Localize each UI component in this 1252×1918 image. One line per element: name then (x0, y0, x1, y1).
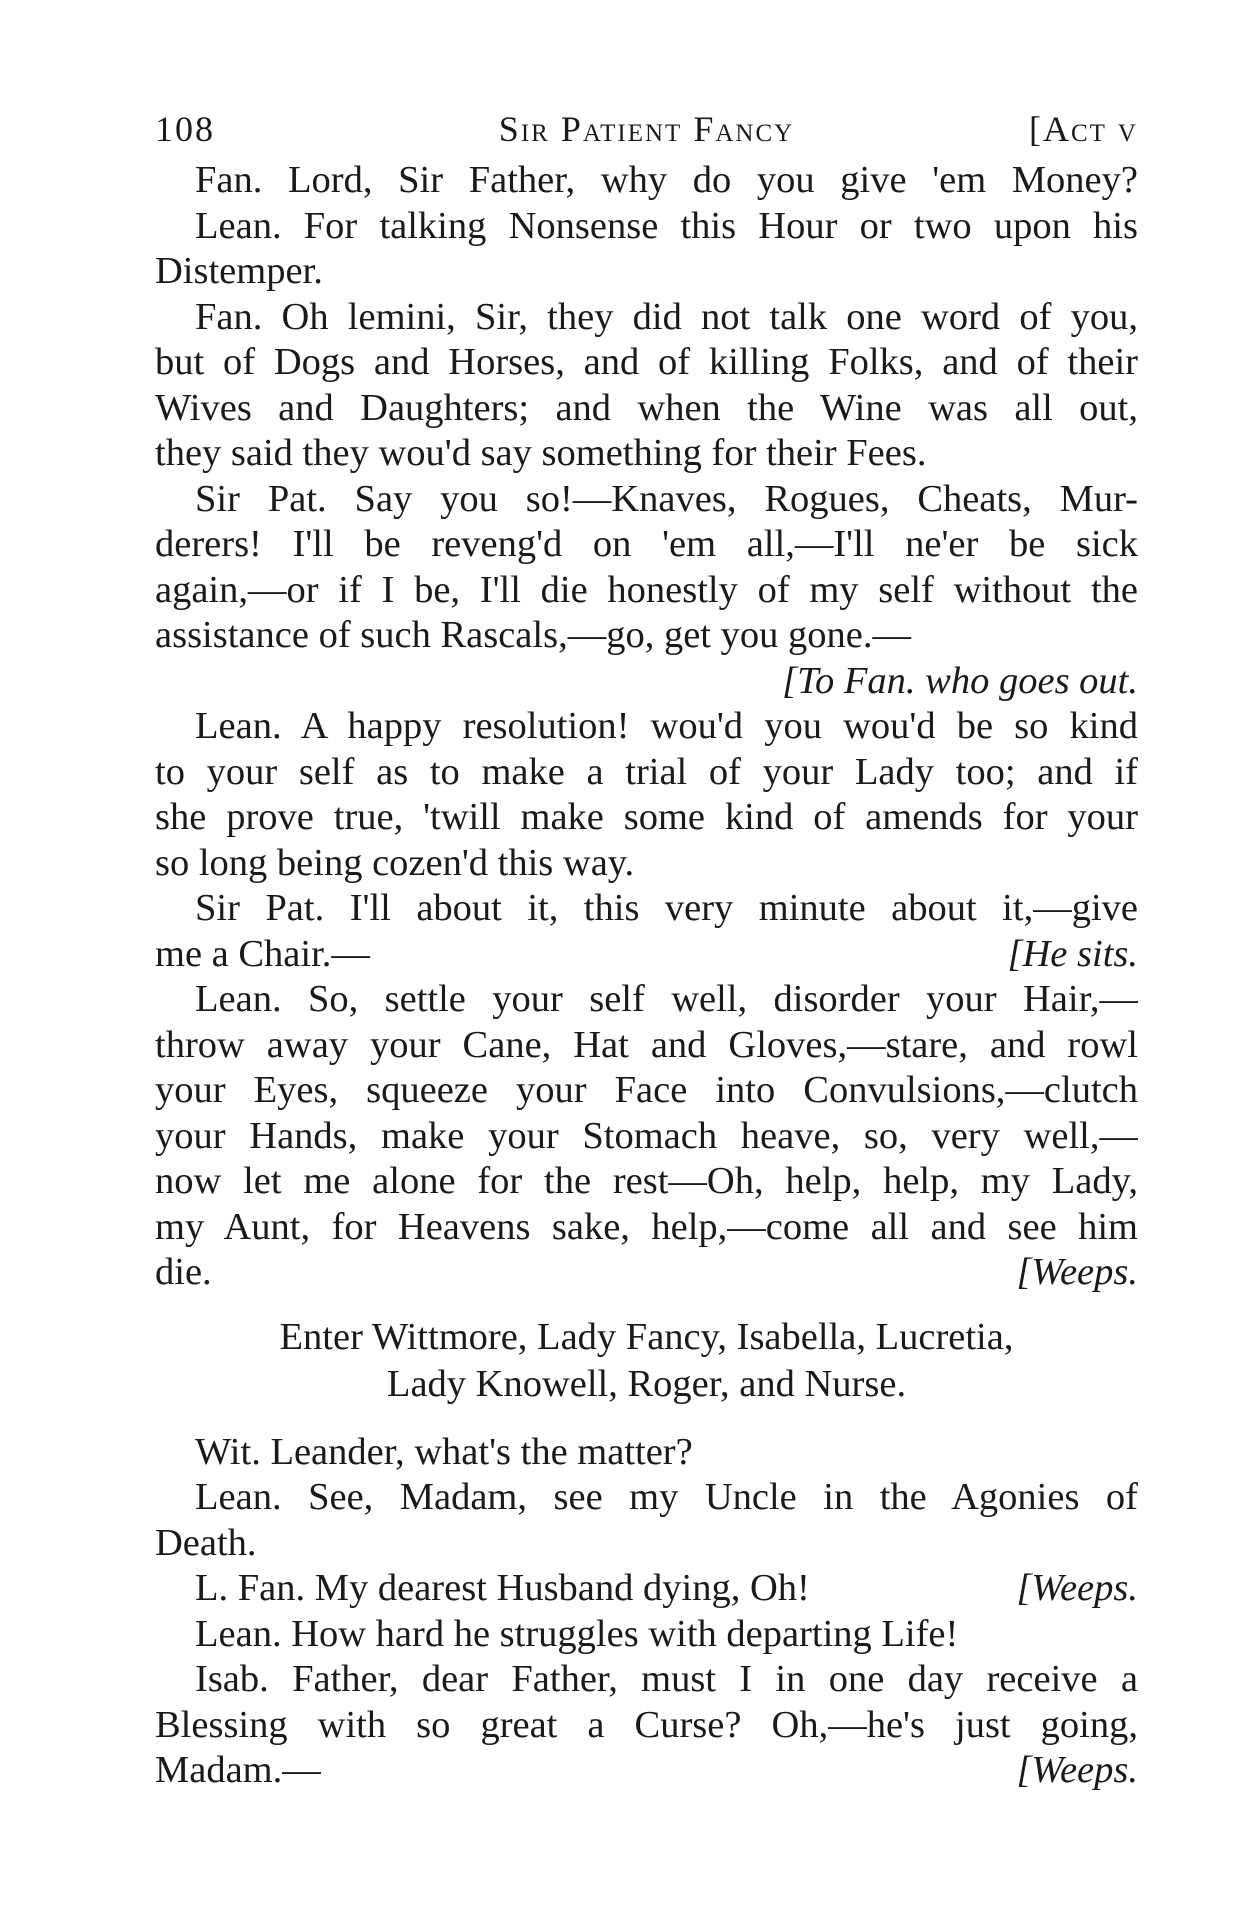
text-line: again,—or if I be, I'll die honestly of my self without the (155, 568, 1138, 611)
act-label: [Act v (1029, 109, 1138, 149)
text-line: me a Chair.— (155, 932, 370, 975)
text-line: to your self as to make a trial of your Lady too; and if (155, 750, 1138, 793)
page-number: 108 (155, 109, 215, 149)
text-line: Madam.— (155, 1749, 321, 1791)
stage-direction: [To Fan. who goes out. (782, 659, 1138, 702)
stage-direction: [Weeps. (1016, 1567, 1138, 1609)
text-line: Lean. For talking Nonsense this Hour or two upon his (195, 204, 1138, 247)
book-page (155, 108, 1138, 1794)
text-line: Lean. A happy resolution! wou'd you wou'd be so kind (195, 705, 1138, 747)
entrance-line: Lady Knowell, Roger, and Nurse. (386, 1362, 907, 1405)
line-with-direction (155, 1748, 1138, 1794)
text-line: my Aunt, for Heavens sake, help,—come all and see him (155, 1205, 1138, 1248)
line-with-direction (155, 1250, 1138, 1296)
text-line: Fan. Lord, Sir Father, why do you give 'em Money? (195, 159, 1138, 201)
play-text (155, 158, 1138, 1794)
text-line: Lean. How hard he struggles with departing Life! (195, 1612, 959, 1655)
text-line: die. (155, 1251, 212, 1293)
text-line: Wives and Daughters; and when the Wine was all out, (155, 386, 1138, 429)
text-line: Distemper. (155, 250, 323, 292)
text-line: derers! I'll be reveng'd on 'em all,—I'll ne'er be sick (155, 523, 1138, 565)
stage-direction: [Weeps. (1016, 1251, 1138, 1293)
text-line: she prove true, 'twill make some kind of amends for your (155, 796, 1138, 838)
entrance-direction (155, 1314, 1138, 1408)
text-line: your Eyes, squeeze your Face into Convulsions,—clutch (155, 1069, 1138, 1111)
text-line: assistance of such Rascals,—go, get you gone.— (155, 614, 911, 656)
text-line: now let me alone for the rest—Oh, help, help, my Lady, (155, 1160, 1138, 1202)
line-with-direction (155, 932, 1138, 978)
text-line: Blessing with so great a Curse? Oh,—he's just going, (155, 1703, 1138, 1746)
entrance-line: Enter Wittmore, Lady Fancy, Isabella, Lucretia, (279, 1315, 1014, 1358)
text-line: they said they wou'd say something for their Fees. (155, 432, 927, 474)
line-with-direction (155, 1566, 1138, 1612)
text-line: your Hands, make your Stomach heave, so, very well,— (155, 1114, 1138, 1157)
text-line: throw away your Cane, Hat and Gloves,—stare, and rowl (155, 1023, 1138, 1066)
text-line: Fan. Oh lemini, Sir, they did not talk one word of you, (195, 295, 1138, 338)
running-header (155, 108, 1138, 158)
text-line: Sir Pat. Say you so!—Knaves, Rogues, Cheats, Mur- (195, 477, 1138, 520)
text-line: Death. (155, 1521, 257, 1564)
text-line: Sir Pat. I'll about it, this very minute about it,—give (195, 887, 1138, 929)
text-line: but of Dogs and Horses, and of killing Folks, and of their (155, 341, 1138, 383)
text-line: Wit. Leander, what's the matter? (195, 1430, 693, 1473)
stage-direction: [He sits. (1007, 932, 1138, 975)
stage-direction: [Weeps. (1016, 1749, 1138, 1791)
text-line: L. Fan. My dearest Husband dying, Oh! (195, 1567, 810, 1609)
text-line: Lean. So, settle your self well, disorder your Hair,— (195, 978, 1138, 1020)
text-line: Isab. Father, dear Father, must I in one day receive a (195, 1658, 1138, 1700)
running-title: Sir Patient Fancy (498, 109, 795, 149)
text-line: so long being cozen'd this way. (155, 841, 635, 884)
text-line: Lean. See, Madam, see my Uncle in the Agonies of (195, 1476, 1138, 1518)
